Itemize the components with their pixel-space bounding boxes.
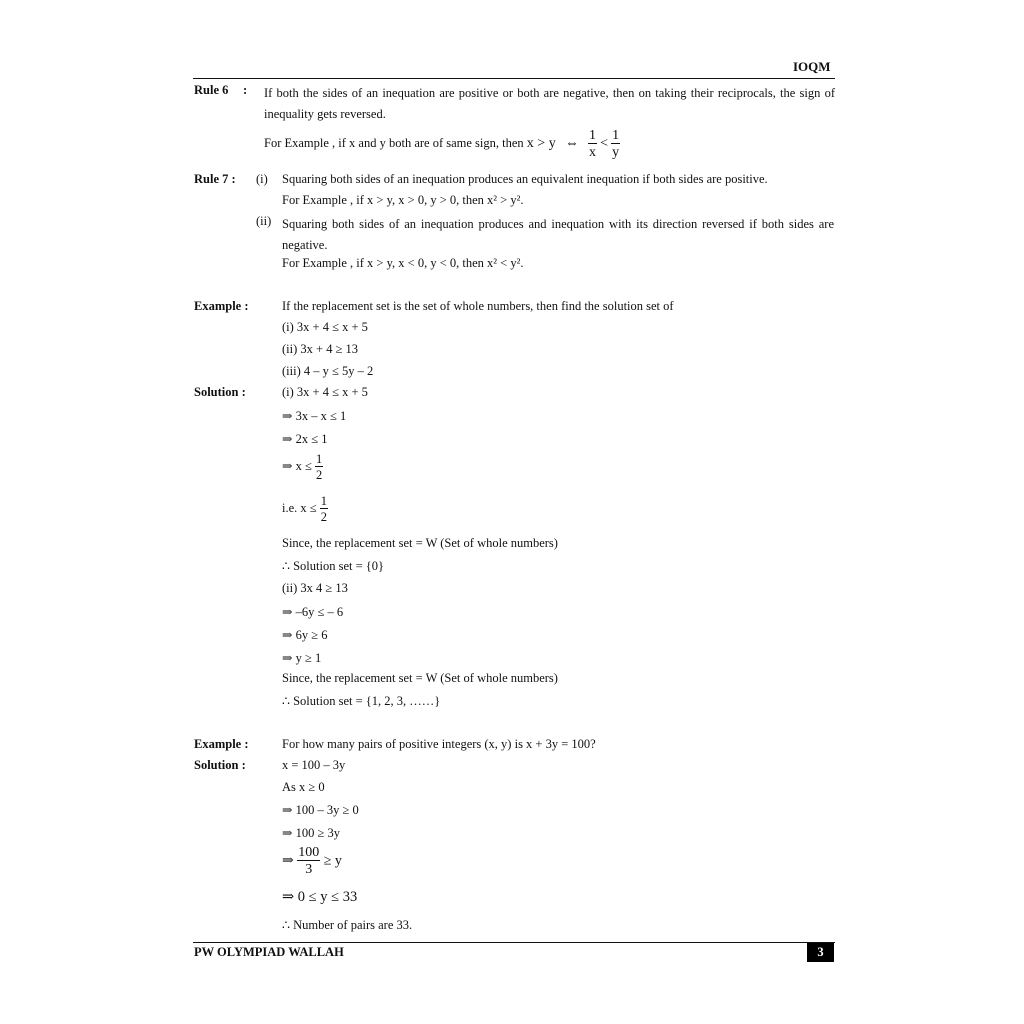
- example2-question: For how many pairs of positive integers (x, y) is x + 3y = 100?: [282, 737, 596, 751]
- example1-part-iii: (iii) 4 – y ≤ 5y – 2: [282, 364, 374, 378]
- fraction-one-half: [315, 453, 323, 481]
- solution1-line: ⇒ 3x – x ≤ 1: [282, 409, 347, 423]
- fraction-one-over-y: [611, 129, 620, 160]
- footer-rule: [193, 942, 835, 943]
- rule7-i-example: For Example , if x > y, x > 0, y > 0, then x² > y².: [282, 193, 524, 207]
- rule7-ii-example: For Example , if x > y, x < 0, y < 0, then x² < y².: [282, 256, 524, 270]
- fraction-100-over-3: [297, 846, 320, 877]
- solution2-line: ⇒ 100 – 3y ≥ 0: [282, 803, 359, 817]
- rule7-ii-label: (ii): [256, 214, 272, 228]
- page-number: 3: [807, 943, 834, 962]
- rule7-i-label: (i): [256, 172, 268, 186]
- fraction-numerator: 100: [298, 845, 320, 860]
- rule6-example: [264, 126, 620, 161]
- footer-brand: PW OLYMPIAD WALLAH: [194, 945, 344, 959]
- solution1-line-prefix: ⇒ x ≤: [282, 458, 312, 473]
- solution1-line: (i) 3x + 4 ≤ x + 5: [282, 385, 368, 399]
- less-than-symbol: <: [600, 136, 608, 151]
- rule6-separator: :: [243, 83, 248, 97]
- solution1-line-fraction: [282, 453, 323, 481]
- solution2-line: ⇒ 100 ≥ 3y: [282, 826, 340, 840]
- rule7-label: Rule 7 :: [194, 172, 236, 186]
- rule7-i-text: Squaring both sides of an inequation produces an equivalent inequation if both sides are positive.: [282, 172, 768, 186]
- solution1-line: ∴ Solution set = {1, 2, 3, ……}: [282, 694, 441, 708]
- solution1-line-prefix: i.e. x ≤: [282, 500, 317, 515]
- fraction-one-over-x: [588, 129, 597, 160]
- example1-part-i: (i) 3x + 4 ≤ x + 5: [282, 320, 368, 334]
- iff-symbol: ⇔: [564, 136, 579, 151]
- solution2-line-suffix: ≥ y: [323, 853, 342, 869]
- solution2-line-prefix: ⇒: [282, 853, 294, 869]
- solution2-line: x = 100 – 3y: [282, 758, 346, 772]
- solution1-line: ⇒ 6y ≥ 6: [282, 628, 328, 642]
- example1-label: Example :: [194, 299, 249, 313]
- solution2-line: As x ≥ 0: [282, 780, 325, 794]
- solution2-line: ⇒ 0 ≤ y ≤ 33: [282, 889, 358, 905]
- rule6-example-lead: For Example , if x and y both are of same sign, then: [264, 136, 524, 150]
- solution1-line-fraction: [282, 495, 328, 523]
- fraction-denominator: x: [588, 144, 596, 160]
- solution1-line: ⇒ 2x ≤ 1: [282, 432, 328, 446]
- fraction-denominator: 2: [315, 467, 323, 482]
- rule7-ii-text: Squaring both sides of an inequation produces and inequation with its direction reversed if both sides are negative.: [282, 217, 834, 252]
- rule6-label: Rule 6: [194, 83, 229, 97]
- solution2-label: Solution :: [194, 758, 246, 772]
- solution1-line: ⇒ –6y ≤ – 6: [282, 605, 344, 619]
- header-rule: [193, 78, 835, 79]
- rule6-example-expr: x > y: [526, 136, 556, 151]
- solution2-line: ∴ Number of pairs are 33.: [282, 918, 413, 932]
- fraction-denominator: 2: [320, 509, 328, 524]
- fraction-numerator: 1: [315, 452, 323, 466]
- solution1-label: Solution :: [194, 385, 246, 399]
- fraction-denominator: 3: [297, 860, 320, 877]
- example2-label: Example :: [194, 737, 249, 751]
- rule6-text: If both the sides of an inequation are positive or both are negative, then on taking their reciprocals, the sign of inequality gets reversed.: [264, 86, 835, 121]
- example1-part-ii: (ii) 3x + 4 ≥ 13: [282, 342, 359, 356]
- solution1-line: Since, the replacement set = W (Set of whole numbers): [282, 671, 558, 685]
- solution1-line: Since, the replacement set = W (Set of whole numbers): [282, 536, 558, 550]
- fraction-numerator: 1: [320, 494, 328, 508]
- fraction-numerator: 1: [588, 127, 596, 143]
- fraction-numerator: 1: [612, 127, 620, 143]
- fraction-one-half: [320, 495, 328, 523]
- solution1-line: ∴ Solution set = {0}: [282, 559, 385, 573]
- solution1-line: ⇒ y ≥ 1: [282, 651, 322, 665]
- example1-question: If the replacement set is the set of whole numbers, then find the solution set of: [282, 299, 674, 313]
- solution2-line-fraction: [282, 846, 342, 877]
- solution1-line: (ii) 3x 4 ≥ 13: [282, 581, 348, 595]
- fraction-denominator: y: [612, 144, 620, 160]
- header-title: IOQM: [793, 59, 831, 74]
